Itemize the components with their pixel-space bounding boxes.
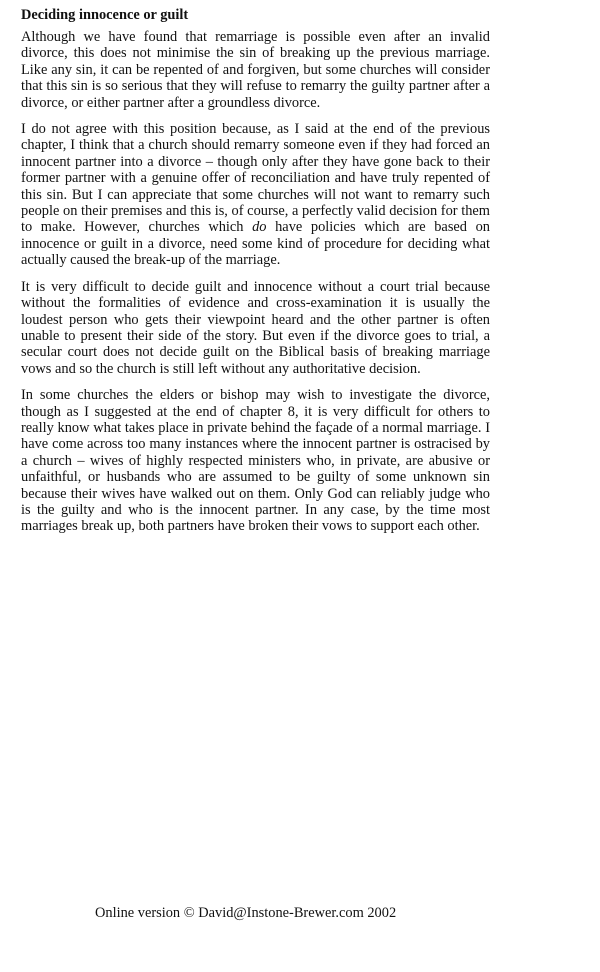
paragraph-2-emphasis: do — [252, 219, 267, 236]
section-heading: Deciding innocence or guilt — [21, 7, 189, 23]
paragraph-2 — [21, 121, 490, 269]
page-footer: Online version © David@Instone-Brewer.com 2002 — [95, 905, 397, 921]
paragraph-4: In some churches the elders or bishop may wish to investigate the divorce, though as I suggested at the end of chapter 8, it is very difficult for others to really know what takes place in private behind the façade of a normal marriage. I have come across too many instances where the innocent partner is ostracised by a church – wives of highly respected ministers who, in private, are abusive or unfaithful, or husbands who are assumed to be guilty of some unknown sin because their wives have walked out on them. Only God can reliably judge who is the guilty and who is the innocent partner. In any case, by the time most marriages break up, both partners have broken their vows to support each other. — [21, 387, 490, 535]
paragraph-2-text-start: I do not agree with this position because, as I said at the end of the previous chapter, I think that a church should remarry someone even if they had forced an innocent partner into a divorce – though only after they have gone back to their former partner with a genuine offer of reconciliation and have truly repented of this sin. But I can appreciate that some churches will not want to remarry such people on their premises and this is, of course, a perfectly valid decision for them to make. However, churches which — [21, 121, 490, 236]
paragraph-3: It is very difficult to decide guilt and innocence without a court trial because without the formalities of evidence and cross-examination it is usually the loudest person who gets their viewpoint heard and the other partner is often unable to present their side of the story. But even if the divorce goes to trial, a secular court does not decide guilt on the Biblical basis of breaking marriage vows and so the church is still left without any authoritative decision. — [21, 278, 490, 377]
paragraph-1: Although we have found that remarriage is possible even after an invalid divorce, this does not minimise the sin of breaking up the previous marriage. Like any sin, it can be repented of and forgiven, but some churches will consider that this sin is so serious that they will refuse to remarry the guilty partner after a divorce, or either partner after a groundless divorce. — [21, 29, 490, 111]
document-body — [21, 6, 490, 545]
paragraph-2-text-end: have policies which are based on innocence or guilt in a divorce, need some kind of procedure for deciding what actually caused the break-up of the marriage. — [21, 219, 491, 269]
